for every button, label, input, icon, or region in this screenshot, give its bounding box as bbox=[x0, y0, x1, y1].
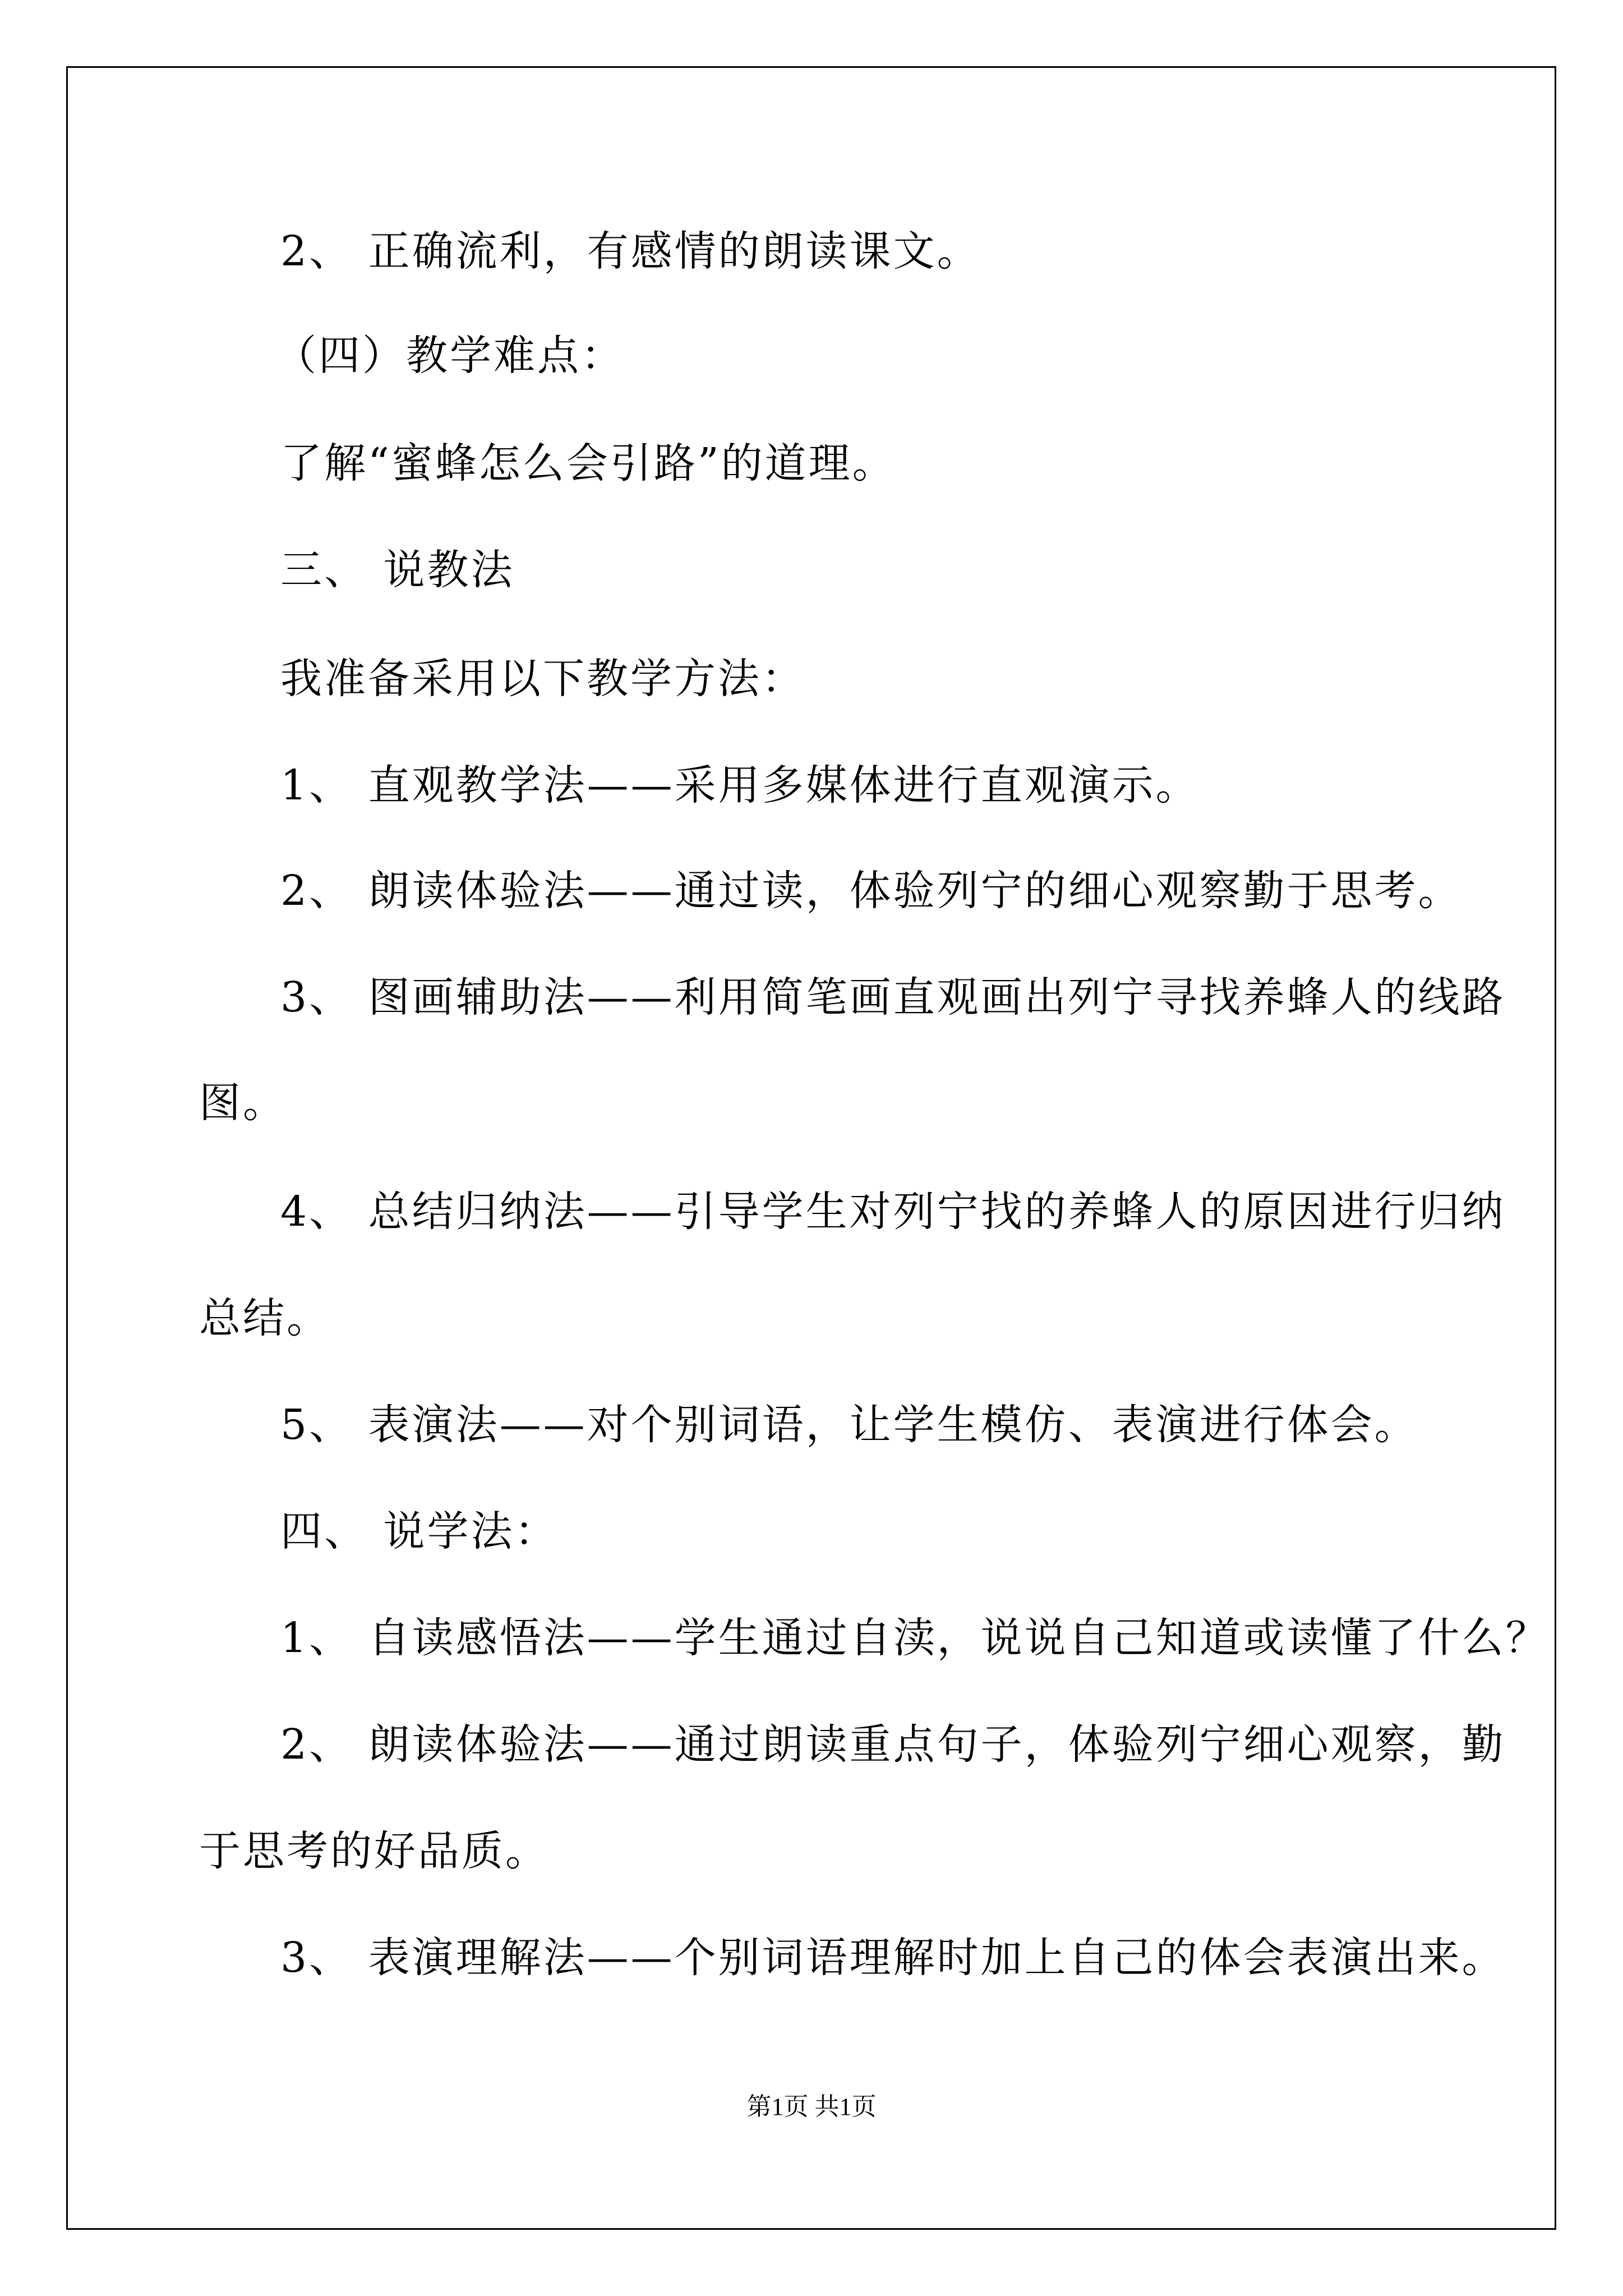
text-line: 2、 朗读体验法——通过读，体验列宁的细心观察勤于思考。 bbox=[280, 867, 1462, 915]
text-line: 总结。 bbox=[199, 1294, 330, 1342]
page-border bbox=[66, 66, 1556, 2230]
text-line: 了解“蜜蜂怎么会引路”的道理。 bbox=[280, 439, 896, 487]
page-footer: 第1页 共1页 bbox=[746, 2093, 877, 2120]
text-line: （四）教学难点： bbox=[275, 332, 625, 380]
text-line: 1、 直观教学法——采用多媒体进行直观演示。 bbox=[280, 761, 1200, 809]
text-line: 1、 自读感悟法——学生通过自渎，说说自己知道或读懂了什么？ bbox=[280, 1614, 1550, 1662]
text-line: 于思考的好品质。 bbox=[199, 1827, 549, 1875]
text-line: 我准备采用以下教学方法： bbox=[280, 655, 805, 703]
text-line: 四、 说学法： bbox=[280, 1507, 559, 1556]
text-line: 图。 bbox=[199, 1079, 287, 1127]
text-line: 4、 总结归纳法——引导学生对列宁找的养蜂人的原因进行归纳 bbox=[280, 1188, 1506, 1236]
text-line: 三、 说教法 bbox=[280, 546, 515, 594]
text-line: 2、 朗读体验法——通过朗读重点句子，体验列宁细心观察，勤 bbox=[280, 1720, 1506, 1769]
text-line: 5、 表演法——对个别词语，让学生模仿、表演进行体会。 bbox=[280, 1401, 1418, 1449]
text-line: 3、 表演理解法——个别词语理解时加上自己的体会表演出来。 bbox=[280, 1934, 1506, 1982]
text-line: 3、 图画辅助法——利用简笔画直观画出列宁寻找养蜂人的线路 bbox=[280, 973, 1506, 1022]
text-line: 2、 正确流利，有感情的朗读课文。 bbox=[280, 227, 981, 275]
